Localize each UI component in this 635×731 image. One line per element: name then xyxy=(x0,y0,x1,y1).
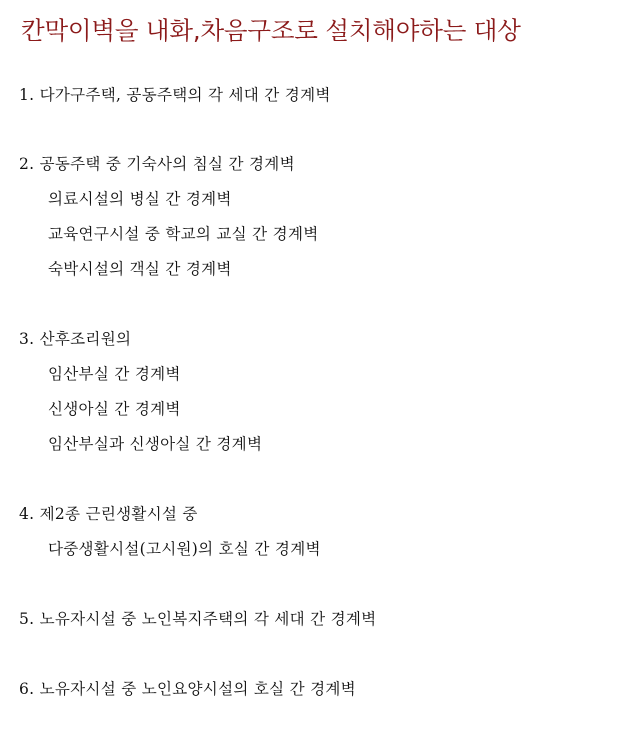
page-title: 칸막이벽을 내화,차음구조로 설치해야하는 대상 xyxy=(21,16,521,45)
section-3-item-3: 임산부실과 신생아실 간 경계벽 xyxy=(48,435,263,453)
section-2-heading: 2. 공동주택 중 기숙사의 침실 간 경계벽 xyxy=(19,155,295,173)
section-2-item-3: 숙박시설의 객실 간 경계벽 xyxy=(48,260,232,278)
section-1-heading: 1. 다가구주택, 공동주택의 각 세대 간 경계벽 xyxy=(19,86,331,104)
section-3-heading: 3. 산후조리원의 xyxy=(19,330,132,348)
section-2-item-2: 교육연구시설 중 학교의 교실 간 경계벽 xyxy=(48,225,319,243)
section-2-item-1: 의료시설의 병실 간 경계벽 xyxy=(48,190,232,208)
section-3-item-1: 임산부실 간 경계벽 xyxy=(48,365,181,383)
section-6-heading: 6. 노유자시설 중 노인요양시설의 호실 간 경계벽 xyxy=(19,680,356,698)
section-3-item-2: 신생아실 간 경계벽 xyxy=(48,400,181,418)
section-4-item-1: 다중생활시설(고시원)의 호실 간 경계벽 xyxy=(48,540,321,558)
section-4-heading: 4. 제2종 근린생활시설 중 xyxy=(19,505,198,523)
section-5-heading: 5. 노유자시설 중 노인복지주택의 각 세대 간 경계벽 xyxy=(19,610,377,628)
